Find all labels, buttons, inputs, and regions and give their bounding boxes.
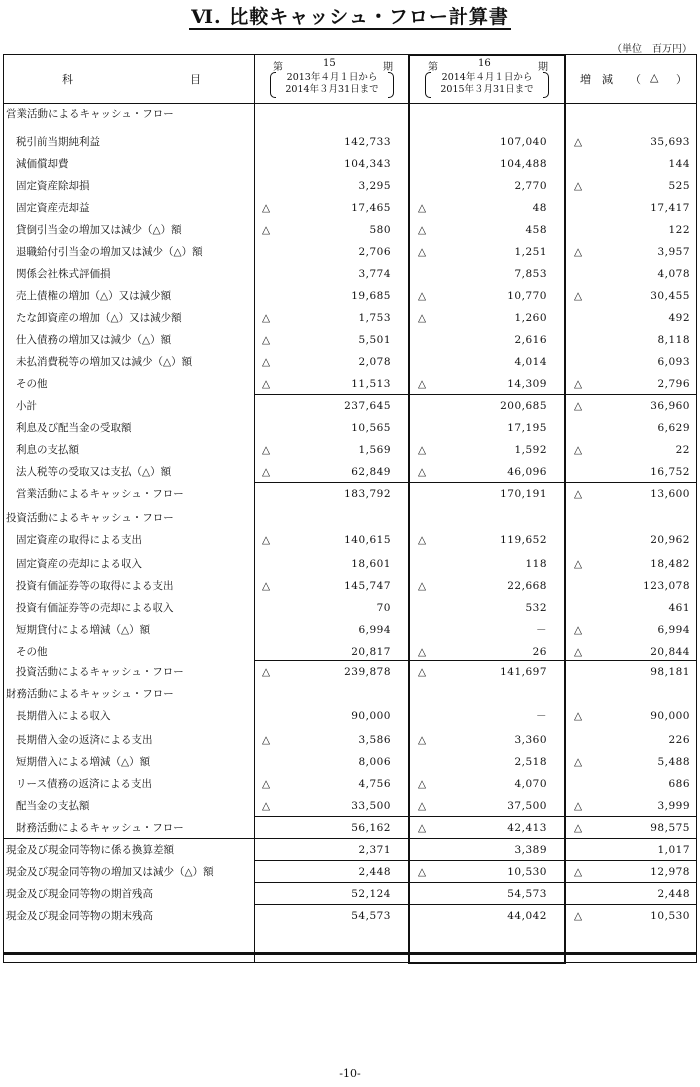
value-15: 239,878	[344, 666, 391, 678]
delta-mark-16: △	[418, 800, 427, 812]
value-16: 7,853	[514, 268, 547, 280]
value-15: 17,465	[351, 202, 391, 214]
row-label: 短期貸付による増減（△）額	[16, 624, 151, 636]
value-diff: 5,488	[657, 756, 690, 768]
delta-mark-16: △	[418, 734, 427, 746]
delta-mark-16: △	[418, 666, 427, 678]
row-label: 法人税等の受取又は支払（△）額	[16, 466, 172, 478]
delta-mark-diff: △	[574, 488, 583, 500]
value-diff: 226	[668, 734, 690, 746]
value-15: 2,371	[358, 844, 391, 856]
value-15: 33,500	[351, 800, 391, 812]
value-diff: 35,693	[650, 136, 690, 148]
delta-mark-15: △	[262, 778, 271, 790]
value-16: 104,488	[500, 158, 547, 170]
row-label: 未払消費税等の増加又は減少（△）額	[16, 356, 193, 368]
row-label: 小計	[16, 400, 37, 412]
delta-mark-16: △	[418, 290, 427, 302]
delta-mark-15: △	[262, 666, 271, 678]
row-label: 仕入債務の増加又は減少（△）額	[16, 334, 172, 346]
delta-mark-16: △	[418, 580, 427, 592]
value-15: 3,295	[358, 180, 391, 192]
table-row	[4, 529, 698, 551]
row-label: 営業活動によるキャッシュ・フロー	[16, 488, 184, 500]
value-16: 170,191	[500, 488, 547, 500]
delta-mark-15: △	[262, 466, 271, 478]
row-label: 利息の支払額	[16, 444, 79, 456]
table-row	[4, 883, 698, 905]
delta-mark-16: △	[418, 534, 427, 546]
value-diff: 17,417	[650, 202, 690, 214]
value-diff: 13,600	[650, 488, 690, 500]
value-diff: 22	[675, 444, 690, 456]
delta-mark-16: △	[418, 866, 427, 878]
delta-mark-16: △	[418, 778, 427, 790]
value-diff: 144	[668, 158, 690, 170]
value-16: 3,389	[514, 844, 547, 856]
row-label: 長期借入による収入	[16, 710, 111, 722]
value-16: －	[536, 710, 547, 722]
delta-mark-15: △	[262, 534, 271, 546]
table-row	[4, 461, 698, 483]
delta-mark-diff: △	[574, 800, 583, 812]
value-diff: 123,078	[643, 580, 690, 592]
row-label: 税引前当期純利益	[16, 136, 100, 148]
table-row	[4, 553, 698, 575]
value-16: 532	[525, 602, 547, 614]
value-16: 118	[525, 558, 547, 570]
delta-mark-15: △	[262, 312, 271, 324]
table-row	[4, 751, 698, 773]
value-15: 8,006	[358, 756, 391, 768]
table-row	[4, 597, 698, 619]
delta-mark-16: △	[418, 224, 427, 236]
delta-mark-diff: △	[574, 756, 583, 768]
row-label: 現金及び現金同等物に係る換算差額	[6, 844, 174, 856]
value-diff: 461	[668, 602, 690, 614]
value-15: 1,569	[358, 444, 391, 456]
value-diff: 4,078	[657, 268, 690, 280]
delta-mark-16: △	[418, 246, 427, 258]
row-label: 退職給付引当金の増加又は減少（△）額	[16, 246, 203, 258]
row-label: 減価償却費	[16, 158, 69, 170]
header-period-16: 第 16 期 2014年４月１日から 2015年３月31日まで	[410, 55, 566, 103]
delta-mark-diff: △	[574, 710, 583, 722]
value-16: 458	[525, 224, 547, 236]
value-16: 10,530	[507, 866, 547, 878]
value-diff: 2,448	[657, 888, 690, 900]
table-row	[4, 219, 698, 241]
row-label: 固定資産除却損	[16, 180, 90, 192]
delta-mark-15: △	[262, 800, 271, 812]
value-16: 48	[532, 202, 547, 214]
value-15: 3,586	[358, 734, 391, 746]
row-label: 配当金の支払額	[16, 800, 90, 812]
value-16: 1,260	[514, 312, 547, 324]
cash-flow-table	[3, 54, 697, 963]
value-15: 6,994	[358, 624, 391, 636]
table-row	[4, 795, 698, 817]
delta-mark-diff: △	[574, 290, 583, 302]
row-label: 財務活動によるキャッシュ・フロー	[16, 822, 184, 834]
section-heading-row	[4, 507, 698, 529]
value-diff: 8,118	[657, 334, 690, 346]
table-row	[4, 241, 698, 263]
delta-mark-16: △	[418, 466, 427, 478]
value-16: 37,500	[507, 800, 547, 812]
value-15: 19,685	[351, 290, 391, 302]
header-item-column: 科 目	[62, 73, 201, 86]
value-15: 2,706	[358, 246, 391, 258]
value-15: 52,124	[351, 888, 391, 900]
value-15: 183,792	[344, 488, 391, 500]
delta-mark-16: △	[418, 444, 427, 456]
row-label: 長期借入金の返済による支出	[16, 734, 153, 746]
table-row	[4, 197, 698, 219]
row-label: 現金及び現金同等物の増加又は減少（△）額	[6, 866, 214, 878]
row-label: その他	[16, 646, 48, 658]
value-diff: 6,629	[657, 422, 690, 434]
unit-note: （単位 百万円）	[612, 44, 692, 55]
value-16: 26	[532, 646, 547, 658]
table-row	[4, 661, 698, 683]
value-15: 4,756	[358, 778, 391, 790]
header-period-15: 第 15 期 2013年４月１日から 2014年３月31日まで	[255, 55, 411, 103]
value-diff: 6,994	[657, 624, 690, 636]
row-label: 投資活動によるキャッシュ・フロー	[6, 512, 174, 524]
value-diff: 3,999	[657, 800, 690, 812]
table-row	[4, 131, 698, 153]
value-diff: 3,957	[657, 246, 690, 258]
row-label: 現金及び現金同等物の期首残高	[6, 888, 153, 900]
value-16: 3,360	[514, 734, 547, 746]
value-16: 200,685	[500, 400, 547, 412]
delta-mark-15: △	[262, 224, 271, 236]
row-label: 固定資産の取得による支出	[16, 534, 142, 546]
delta-mark-diff: △	[574, 400, 583, 412]
table-row	[4, 351, 698, 373]
row-label: 営業活動によるキャッシュ・フロー	[6, 108, 174, 120]
row-label: 財務活動によるキャッシュ・フロー	[6, 688, 174, 700]
table-row	[4, 153, 698, 175]
row-label: 投資有価証券等の取得による支出	[16, 580, 174, 592]
value-15: 90,000	[351, 710, 391, 722]
value-16: 107,040	[500, 136, 547, 148]
value-diff: 36,960	[650, 400, 690, 412]
value-16: 4,014	[514, 356, 547, 368]
value-diff: 1,017	[657, 844, 690, 856]
value-diff: 122	[668, 224, 690, 236]
value-15: 62,849	[351, 466, 391, 478]
delta-mark-diff: △	[574, 378, 583, 390]
value-15: 70	[376, 602, 391, 614]
value-16: 119,652	[500, 534, 547, 546]
value-15: 140,615	[344, 534, 391, 546]
delta-mark-15: △	[262, 734, 271, 746]
value-16: 1,592	[514, 444, 547, 456]
delta-mark-diff: △	[574, 624, 583, 636]
value-diff: 525	[668, 180, 690, 192]
row-label: 投資活動によるキャッシュ・フロー	[16, 666, 184, 678]
row-label: 固定資産の売却による収入	[16, 558, 142, 570]
value-diff: 2,796	[657, 378, 690, 390]
value-15: 1,753	[358, 312, 391, 324]
value-16: 54,573	[507, 888, 547, 900]
value-15: 237,645	[344, 400, 391, 412]
value-15: 20,817	[351, 646, 391, 658]
value-diff: 492	[668, 312, 690, 324]
value-16: 22,668	[507, 580, 547, 592]
value-16: 4,070	[514, 778, 547, 790]
delta-mark-diff: △	[574, 558, 583, 570]
row-label: 固定資産売却益	[16, 202, 90, 214]
value-16: 1,251	[514, 246, 547, 258]
value-diff: 10,530	[650, 910, 690, 922]
value-diff: 98,575	[650, 822, 690, 834]
value-15: 2,448	[358, 866, 391, 878]
value-diff: 90,000	[650, 710, 690, 722]
value-15: 54,573	[351, 910, 391, 922]
delta-mark-15: △	[262, 356, 271, 368]
value-16: 46,096	[507, 466, 547, 478]
value-diff: 98,181	[650, 666, 690, 678]
value-diff: 16,752	[650, 466, 690, 478]
delta-mark-16: △	[418, 378, 427, 390]
table-row	[4, 839, 698, 861]
value-16: 10,770	[507, 290, 547, 302]
value-16: 42,413	[507, 822, 547, 834]
row-label: 短期借入による増減（△）額	[16, 756, 151, 768]
value-16: 141,697	[500, 666, 547, 678]
delta-mark-diff: △	[574, 136, 583, 148]
table-row	[4, 575, 698, 597]
table-row	[4, 817, 698, 839]
value-diff: 20,962	[650, 534, 690, 546]
table-row	[4, 175, 698, 197]
value-15: 11,513	[351, 378, 391, 390]
delta-mark-16: △	[418, 646, 427, 658]
page-title: Ⅵ. 比較キャッシュ・フロー計算書	[191, 6, 509, 28]
delta-mark-diff: △	[574, 866, 583, 878]
table-row	[4, 905, 698, 927]
delta-mark-15: △	[262, 444, 271, 456]
table-row	[4, 263, 698, 285]
row-label: 投資有価証券等の売却による収入	[16, 602, 174, 614]
row-label: 貸倒引当金の増加又は減少（△）額	[16, 224, 182, 236]
value-diff: 30,455	[650, 290, 690, 302]
delta-mark-15: △	[262, 202, 271, 214]
table-row	[4, 285, 698, 307]
table-row	[4, 395, 698, 417]
value-15: 145,747	[344, 580, 391, 592]
delta-mark-diff: △	[574, 180, 583, 192]
value-diff: 6,093	[657, 356, 690, 368]
page-number: -10-	[339, 1067, 361, 1080]
value-15: 18,601	[351, 558, 391, 570]
delta-mark-diff: △	[574, 246, 583, 258]
row-label: 関係会社株式評価損	[16, 268, 111, 280]
value-16: 17,195	[507, 422, 547, 434]
value-16: 2,616	[514, 334, 547, 346]
value-15: 2,078	[358, 356, 391, 368]
value-15: 580	[369, 224, 391, 236]
section-heading-row	[4, 103, 698, 125]
delta-mark-15: △	[262, 378, 271, 390]
value-16: 2,518	[514, 756, 547, 768]
table-row	[4, 373, 698, 395]
table-row	[4, 483, 698, 505]
row-label: 現金及び現金同等物の期末残高	[6, 910, 153, 922]
delta-mark-diff: △	[574, 910, 583, 922]
row-label: リース債務の返済による支出	[16, 778, 152, 790]
value-16: －	[536, 624, 547, 636]
header-difference: 増 減 （ △ ）	[580, 71, 687, 86]
table-row	[4, 619, 698, 641]
delta-mark-diff: △	[574, 444, 583, 456]
row-label: 売上債権の増加（△）又は減少額	[16, 290, 172, 302]
row-label: 利息及び配当金の受取額	[16, 422, 132, 434]
value-diff: 18,482	[650, 558, 690, 570]
value-diff: 686	[668, 778, 690, 790]
table-row	[4, 705, 698, 727]
delta-mark-15: △	[262, 334, 271, 346]
delta-mark-16: △	[418, 822, 427, 834]
value-15: 10,565	[351, 422, 391, 434]
table-row	[4, 439, 698, 461]
table-row	[4, 729, 698, 751]
value-15: 104,343	[344, 158, 391, 170]
delta-mark-diff: △	[574, 646, 583, 658]
section-heading-row	[4, 683, 698, 705]
table-row	[4, 861, 698, 883]
delta-mark-16: △	[418, 312, 427, 324]
value-15: 142,733	[344, 136, 391, 148]
delta-mark-diff: △	[574, 822, 583, 834]
value-diff: 12,978	[650, 866, 690, 878]
delta-mark-16: △	[418, 202, 427, 214]
value-15: 5,501	[358, 334, 391, 346]
table-row	[4, 307, 698, 329]
delta-mark-15: △	[262, 580, 271, 592]
value-15: 3,774	[358, 268, 391, 280]
row-label: たな卸資産の増加（△）又は減少額	[16, 312, 182, 324]
value-16: 44,042	[507, 910, 547, 922]
table-row	[4, 417, 698, 439]
table-row	[4, 773, 698, 795]
value-15: 56,162	[351, 822, 391, 834]
value-diff: 20,844	[650, 646, 690, 658]
table-row	[4, 329, 698, 351]
value-16: 14,309	[507, 378, 547, 390]
value-16: 2,770	[514, 180, 547, 192]
row-label: その他	[16, 378, 48, 390]
